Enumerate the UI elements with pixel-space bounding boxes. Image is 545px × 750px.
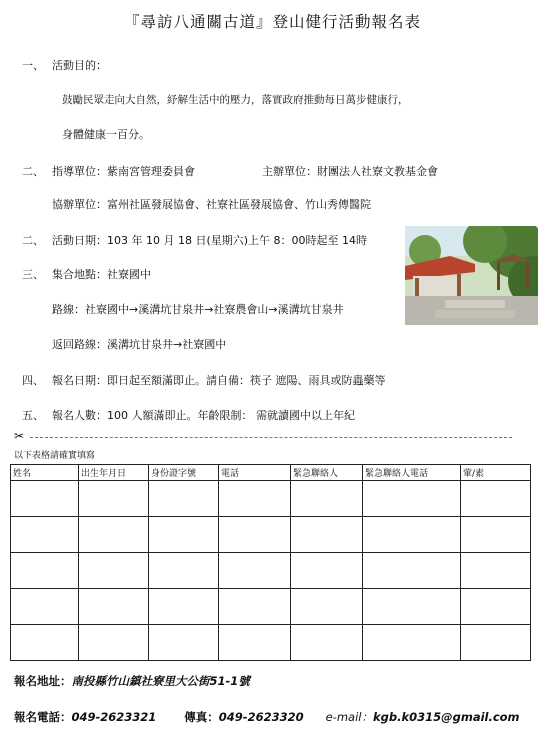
section-5-number: 四、 — [22, 374, 44, 387]
section-2-number: 二、 — [22, 165, 44, 178]
table-cell[interactable] — [363, 589, 461, 625]
table-cell[interactable] — [11, 589, 79, 625]
table-cell[interactable] — [79, 481, 149, 517]
section-1-label: 活動目的： — [52, 59, 107, 72]
column-header: 出生年月日 — [79, 465, 149, 481]
table-row — [11, 625, 531, 661]
scissors-icon: ✂ — [14, 429, 25, 443]
table-body — [11, 481, 531, 661]
table-cell[interactable] — [363, 481, 461, 517]
table-cell[interactable] — [363, 517, 461, 553]
return-route: 返回路線：溪溝坑甘泉井→社寮國中 — [52, 338, 227, 351]
co-organizer: 協辦單位：富州社區發展協會、社寮社區發展協會、竹山秀傳醫院 — [52, 198, 371, 211]
registration-table — [10, 464, 531, 661]
table-row — [11, 517, 531, 553]
section-4-number: 三、 — [22, 268, 44, 281]
contact-line — [14, 709, 520, 725]
table-cell[interactable] — [149, 625, 219, 661]
trail-pavilion-photo — [405, 226, 538, 325]
column-header: 電話 — [219, 465, 291, 481]
address-value: 南投縣竹山鎮社寮里大公街51-1號 — [71, 674, 250, 688]
meeting-place: 集合地點：社寮國中 — [52, 268, 151, 281]
address-label: 報名地址： — [14, 674, 72, 688]
host-unit: 主辦單位：財團法人社寮文教基金會 — [262, 165, 438, 178]
column-header: 緊急聯絡人 — [291, 465, 363, 481]
table-cell[interactable] — [461, 481, 531, 517]
table-row — [11, 589, 531, 625]
table-cell[interactable] — [79, 625, 149, 661]
section-6-number: 五、 — [22, 409, 44, 422]
table-cell[interactable] — [11, 517, 79, 553]
page-title: 『尋訪八通關古道』登山健行活動報名表 — [123, 13, 421, 31]
table-cell[interactable] — [291, 481, 363, 517]
table-cell[interactable] — [461, 589, 531, 625]
table-cell[interactable] — [79, 553, 149, 589]
address-line — [14, 673, 250, 689]
table-cell[interactable] — [149, 481, 219, 517]
participant-limit: 報名人數：100 人額滿即止。年齡限制： 需就讀國中以上年紀 — [52, 409, 355, 422]
table-cell[interactable] — [79, 517, 149, 553]
table-cell[interactable] — [79, 589, 149, 625]
table-cell[interactable] — [219, 517, 291, 553]
table-cell[interactable] — [461, 625, 531, 661]
table-cell[interactable] — [219, 481, 291, 517]
column-header: 身份證字號 — [149, 465, 219, 481]
table-row — [11, 481, 531, 517]
table-cell[interactable] — [149, 553, 219, 589]
table-cell[interactable] — [219, 625, 291, 661]
phone-value: 049-2623321 — [71, 710, 157, 724]
table-cell[interactable] — [291, 553, 363, 589]
column-header: 姓名 — [11, 465, 79, 481]
table-cell[interactable] — [11, 481, 79, 517]
purpose-line-2: 身體健康一百分。 — [62, 128, 150, 141]
table-cell[interactable] — [363, 625, 461, 661]
table-cell[interactable] — [291, 517, 363, 553]
guide-unit: 指導單位：紫南宮管理委員會 — [52, 165, 195, 178]
section-3-number: 二、 — [22, 234, 44, 247]
email-value: kgb.k0315@gmail.com — [372, 710, 520, 724]
event-date: 活動日期：103 年 10 月 18 日(星期六)上午 8：00時起至 14時 — [52, 234, 368, 247]
table-cell[interactable] — [219, 553, 291, 589]
table-cell[interactable] — [461, 517, 531, 553]
table-cell[interactable] — [219, 589, 291, 625]
table-cell[interactable] — [149, 589, 219, 625]
fax-label: 傳真： — [184, 710, 219, 724]
registration-date: 報名日期：即日起至額滿即止。請自備：筷子 遮陽、雨具或防蟲藥等 — [52, 374, 386, 387]
column-header: 葷/素 — [461, 465, 531, 481]
table-cell[interactable] — [461, 553, 531, 589]
email-label: e-mail： — [325, 710, 373, 724]
table-row — [11, 553, 531, 589]
section-1-number: 一、 — [22, 59, 44, 72]
table-cell[interactable] — [149, 517, 219, 553]
table-header-row — [11, 465, 531, 481]
table-cell[interactable] — [291, 625, 363, 661]
purpose-line-1: 鼓勵民眾走向大自然，紓解生活中的壓力，落實政府推動每日萬步健康行， — [62, 94, 409, 106]
column-header: 緊急聯絡人電話 — [363, 465, 461, 481]
table-cell[interactable] — [11, 553, 79, 589]
table-cell[interactable] — [363, 553, 461, 589]
cut-line — [30, 437, 512, 438]
table-cell[interactable] — [11, 625, 79, 661]
fax-value: 049-2623320 — [218, 710, 304, 724]
route: 路線：社寮國中→溪溝坑甘泉井→社寮農會山→溪溝坑甘泉井 — [52, 303, 344, 316]
table-cell[interactable] — [291, 589, 363, 625]
form-caption: 以下表格請確實填寫 — [14, 451, 96, 461]
phone-label: 報名電話： — [14, 710, 72, 724]
